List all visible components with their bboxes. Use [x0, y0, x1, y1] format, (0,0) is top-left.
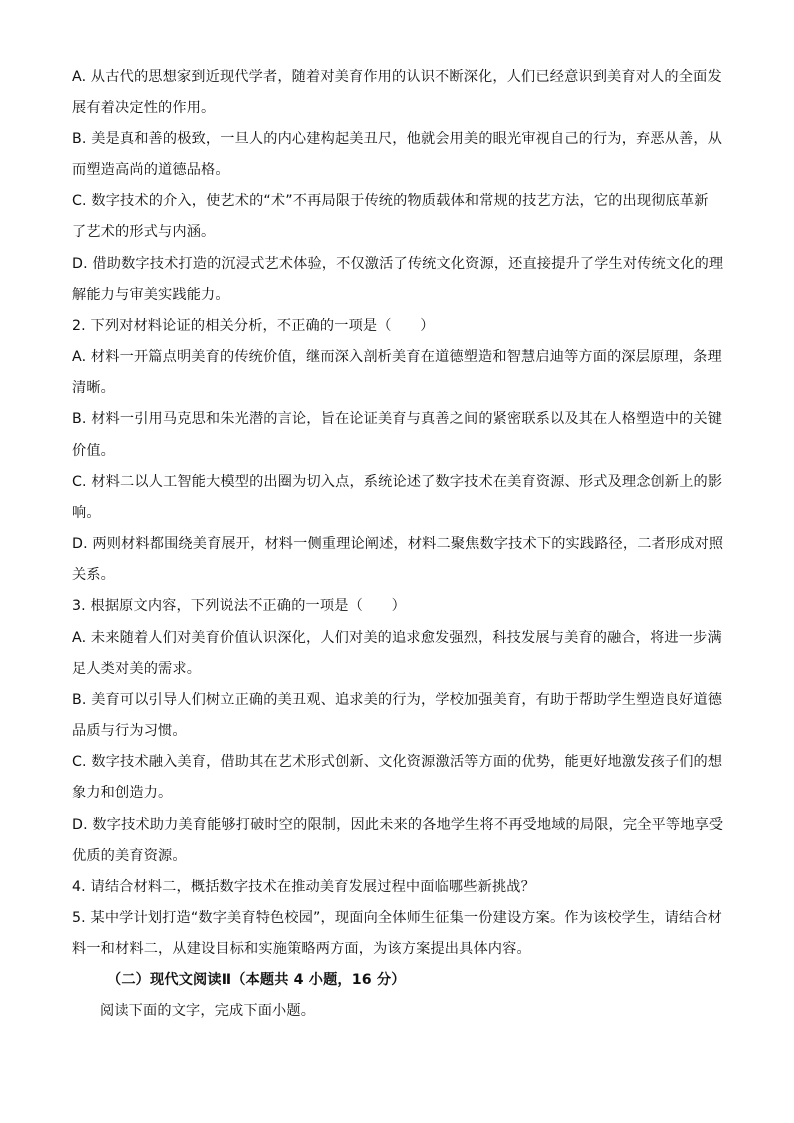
q2-option-b-line-1: B. 材料一引用马克思和朱光潜的言论，旨在论证美育与真善之间的紧密联系以及其在人格塑造中的关键 — [72, 411, 723, 427]
option-c-line-1: C. 数字技术的介入，使艺术的“术”不再局限于传统的物质载体和常规的技艺方法，它的出现彻底革新 — [72, 193, 709, 209]
question-4: 4. 请结合材料二，概括数字技术在推动美育发展过程中面临哪些新挑战？ — [72, 879, 535, 895]
q3-option-c-line-1: C. 数字技术融入美育，借助其在艺术形式创新、文化资源激活等方面的优势，能更好地激发孩子们的想 — [72, 754, 723, 770]
q2-option-a-line-1: A. 材料一开篇点明美育的传统价值，继而深入剖析美育在道德塑造和智慧启迪等方面的深层原理，条理 — [72, 349, 722, 365]
q2-option-a-line-2: 清晰。 — [72, 380, 116, 396]
q2-option-c-line-2: 响。 — [72, 505, 101, 521]
q3-option-c-line-2: 象力和创造力。 — [72, 785, 173, 801]
q2-option-c-line-1: C. 材料二以人工智能大模型的出圈为切入点，系统论述了数字技术在美育资源、形式及理念创新上的影 — [72, 474, 723, 490]
q3-option-a-line-1: A. 未来随着人们对美育价值认识深化，人们对美的追求愈发强烈，科技发展与美育的融合，将进一步满 — [72, 630, 722, 646]
option-d-line-2: 解能力与审美实践能力。 — [72, 287, 230, 303]
option-a-line-2: 展有着决定性的作用。 — [72, 100, 216, 116]
option-d-line-1: D. 借助数字技术打造的沉浸式艺术体验，不仅激活了传统文化资源，还直接提升了学生对传统文化的理 — [72, 256, 724, 272]
question-2: 2. 下列对材料论证的相关分析，不正确的一项是（ ） — [72, 318, 435, 334]
question-5-line-1: 5. 某中学计划打造“数字美育特色校园”，现面向全体师生征集一份建设方案。作为该校学生，请结合材 — [72, 910, 723, 926]
q3-option-d-line-1: D. 数字技术助力美育能够打破时空的限制，因此未来的各地学生将不再受地域的局限，完全平等地享受 — [72, 817, 724, 833]
question-5-line-2: 料一和材料二，从建设目标和实施策略两方面，为该方案提出具体内容。 — [72, 941, 531, 957]
option-c-line-2: 了艺术的形式与内涵。 — [72, 224, 216, 240]
q2-option-d-line-1: D. 两则材料都围绕美育展开，材料一侧重理论阐述，材料二聚焦数字技术下的实践路径，二者形成对照 — [72, 536, 724, 552]
reading-instruction: 阅读下面的文字，完成下面小题。 — [100, 1003, 316, 1019]
option-a-line-1: A. 从古代的思想家到近现代学者，随着对美育作用的认识不断深化，人们已经意识到美育对人的全面发 — [72, 69, 722, 85]
q3-option-a-line-2: 足人类对美的需求。 — [72, 661, 202, 677]
option-b-line-1: B. 美是真和善的极致，一旦人的内心建构起美丑尺，他就会用美的眼光审视自己的行为，弃恶从善，从 — [72, 131, 723, 147]
q3-option-d-line-2: 优质的美育资源。 — [72, 848, 187, 864]
q2-option-d-line-2: 关系。 — [72, 567, 116, 583]
q3-option-b-line-1: B. 美育可以引导人们树立正确的美丑观、追求美的行为，学校加强美育，有助于帮助学生塑造良好道德 — [72, 692, 723, 708]
section-heading: （二）现代文阅读Ⅱ（本题共 4 小题，16 分） — [107, 972, 406, 988]
q3-option-b-line-2: 品质与行为习惯。 — [72, 723, 187, 739]
question-3: 3. 根据原文内容，下列说法不正确的一项是（ ） — [72, 598, 406, 614]
option-b-line-2: 而塑造高尚的道德品格。 — [72, 162, 230, 178]
q2-option-b-line-2: 价值。 — [72, 443, 116, 459]
